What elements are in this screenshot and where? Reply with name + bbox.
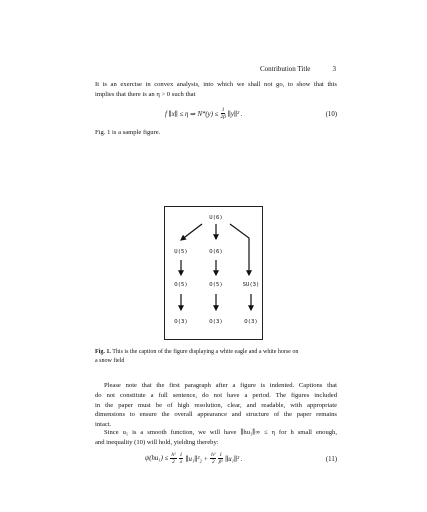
text-line: in the paper must be of high resolution, clear, and readable, with appropriate <box>95 401 337 409</box>
page-number: 3 <box>332 65 336 73</box>
node-o3-right: O(3) <box>244 319 258 325</box>
text-line: Fig. 1 is a sample figure. <box>95 129 161 136</box>
eq11-f4-den: β² <box>218 459 223 465</box>
eq10-frac-den: 2β <box>220 114 226 120</box>
node-o6: O(6) <box>209 249 223 255</box>
node-o3-mid: O(3) <box>209 319 223 325</box>
text-line: dimensions to ensure the overall appearance and structure of the paper remains <box>95 411 337 419</box>
caption-label: Fig. 1. <box>95 349 111 355</box>
equation-number: (10) <box>325 111 337 118</box>
text-line: Please note that the first paragraph after a figure is indented. Captions that <box>104 382 337 389</box>
running-title: Contribution Title <box>260 65 311 73</box>
text-line: Since u₁ is a smooth function, we will have ∥hu₁∥∞ ≤ η for h small enough, <box>104 429 337 436</box>
eq11-frac-3 <box>210 452 216 465</box>
eq11-frac-4 <box>218 452 223 465</box>
eq11-frac-1 <box>170 452 176 465</box>
node-o5-left: O(5) <box>174 282 188 288</box>
node-u5: U(5) <box>174 249 188 255</box>
eq11-frac-2 <box>179 452 184 465</box>
arrow <box>230 224 249 275</box>
node-o5-mid: O(5) <box>209 282 223 288</box>
text-line: implies that there is an η > 0 such that <box>95 90 196 98</box>
node-su3: SU(3) <box>242 282 260 288</box>
eq11-f4-num: 1 <box>219 452 223 458</box>
eq10-lhs: f ∥x∥ ≤ η ⇒ N*(y) ≤ <box>165 110 219 118</box>
eq11-f1-num: h² <box>171 452 176 458</box>
node-u6: U(6) <box>209 215 223 221</box>
text-line: It is an exercise in convex analysis, into which we shall not go, to show that this <box>95 81 337 88</box>
eq11-f2-num: 1 <box>179 452 183 458</box>
figure-caption <box>95 348 337 366</box>
equation-10 <box>95 107 337 123</box>
eq11-f3-num: h² <box>211 452 216 458</box>
eq10-fraction <box>220 107 225 120</box>
eq11-f1-den: 2 <box>172 459 175 465</box>
figure-reference <box>95 128 337 138</box>
figure-1 <box>164 206 263 340</box>
paragraph-2 <box>95 381 337 430</box>
eq11-rhs: ∥u₁∥² . <box>225 455 243 463</box>
eq10-frac-num: 1 <box>221 107 225 113</box>
text-line: and inequality (10) will hold, yielding thereby: <box>95 438 219 446</box>
eq10-rhs: ∥y∥² . <box>227 110 243 118</box>
paragraph-3 <box>95 428 337 448</box>
node-o3-left: O(3) <box>174 319 188 325</box>
eq11-mid: ∥u₁∥²₂ + <box>185 455 209 463</box>
eq11-lhs: ψ(hu₁) ≤ <box>145 455 169 462</box>
running-header <box>260 65 336 73</box>
text-line: intact. <box>95 421 112 429</box>
caption-text-cont: a snow field <box>95 357 125 364</box>
arrow <box>181 224 202 240</box>
eq11-f3-den: 2 <box>211 459 215 465</box>
paragraph-1 <box>95 80 337 100</box>
equation-number: (11) <box>325 456 337 463</box>
eq11-f2-den: λ <box>179 459 183 465</box>
equation-11 <box>95 452 337 470</box>
text-line: do not constitute a full sentence, do not have a period. The figures included <box>95 391 337 399</box>
caption-text: This is the caption of the figure displaying a white eagle and a white horse on <box>110 349 299 355</box>
